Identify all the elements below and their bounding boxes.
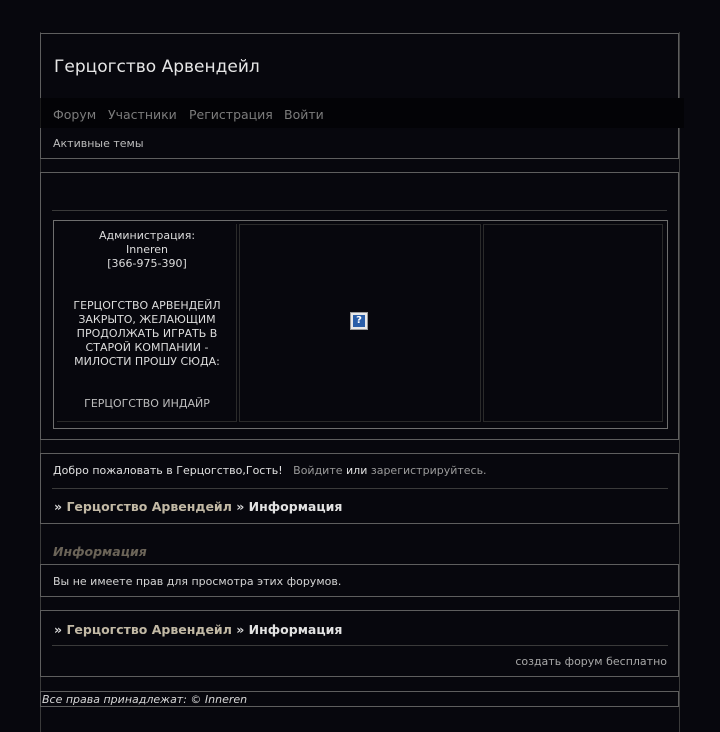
nav-forum[interactable]: Форум <box>53 107 97 122</box>
welcome-greeting: Добро пожаловать в Герцогство,Гость! <box>53 464 283 477</box>
closed-notice-line: ПРОДОЛЖАТЬ ИГРАТЬ В <box>76 327 218 340</box>
site-title: Герцогство Арвендейл <box>54 57 260 77</box>
register-link[interactable]: зарегистрируйтесь. <box>370 464 487 477</box>
announcement-box <box>40 172 679 440</box>
empty-cell <box>483 224 663 422</box>
announcement-table <box>53 220 668 429</box>
welcome-message <box>53 464 487 477</box>
nav-register[interactable]: Регистрация <box>189 107 273 122</box>
nav-members[interactable]: Участники <box>108 107 177 122</box>
nav-login[interactable]: Войти <box>284 107 324 122</box>
copyright-bar <box>40 691 679 707</box>
closed-notice-line: МИЛОСТИ ПРОШУ СЮДА: <box>74 355 220 368</box>
breadcrumb-forum-link[interactable]: Герцогство Арвендейл <box>66 499 232 514</box>
broken-image-icon <box>350 312 368 330</box>
breadcrumb-bottom <box>54 622 342 637</box>
login-link[interactable]: Войдите <box>293 464 343 477</box>
closed-notice <box>57 299 237 369</box>
indair-forum-link[interactable]: ГЕРЦОГСТВО ИНДАЙР <box>84 397 210 410</box>
welcome-divider <box>52 488 668 489</box>
admin-cell <box>57 224 237 422</box>
info-heading: Информация <box>53 544 147 559</box>
bottom-box <box>40 610 679 677</box>
breadcrumb-separator: » <box>236 622 245 637</box>
bottom-divider <box>52 645 668 646</box>
copyright-text: Все права принадлежат: © Inneren <box>42 693 248 706</box>
active-topics-link[interactable]: Активные темы <box>53 137 144 150</box>
announcement-divider <box>52 210 667 211</box>
or-text: или <box>346 464 368 477</box>
no-permission-message: Вы не имеете прав для просмотра этих форумов. <box>53 575 342 588</box>
question-mark-glyph: ? <box>353 315 365 327</box>
breadcrumb-separator: » <box>236 499 245 514</box>
breadcrumb-current: Информация <box>248 499 343 514</box>
closed-notice-line: СТАРОЙ КОМПАНИИ - <box>85 341 209 354</box>
breadcrumb <box>54 499 342 514</box>
closed-notice-line: ГЕРЦОГСТВО АРВЕНДЕЙЛ <box>73 299 221 312</box>
breadcrumb-separator: » <box>54 499 63 514</box>
closed-notice-line: ЗАКРЫТО, ЖЕЛАЮЩИМ <box>78 313 216 326</box>
admin-name: Inneren <box>126 243 168 256</box>
breadcrumb-current: Информация <box>248 622 343 637</box>
main-navigation <box>40 98 684 128</box>
breadcrumb-forum-link[interactable]: Герцогство Арвендейл <box>66 622 232 637</box>
info-box <box>40 564 679 597</box>
admin-label: Администрация: <box>98 229 196 242</box>
create-forum-link[interactable]: создать форум бесплатно <box>515 655 667 668</box>
image-cell <box>239 224 481 422</box>
breadcrumb-separator: » <box>54 622 63 637</box>
admin-icq: [366-975-390] <box>107 257 187 270</box>
welcome-box <box>40 453 679 524</box>
site-header <box>40 33 679 159</box>
